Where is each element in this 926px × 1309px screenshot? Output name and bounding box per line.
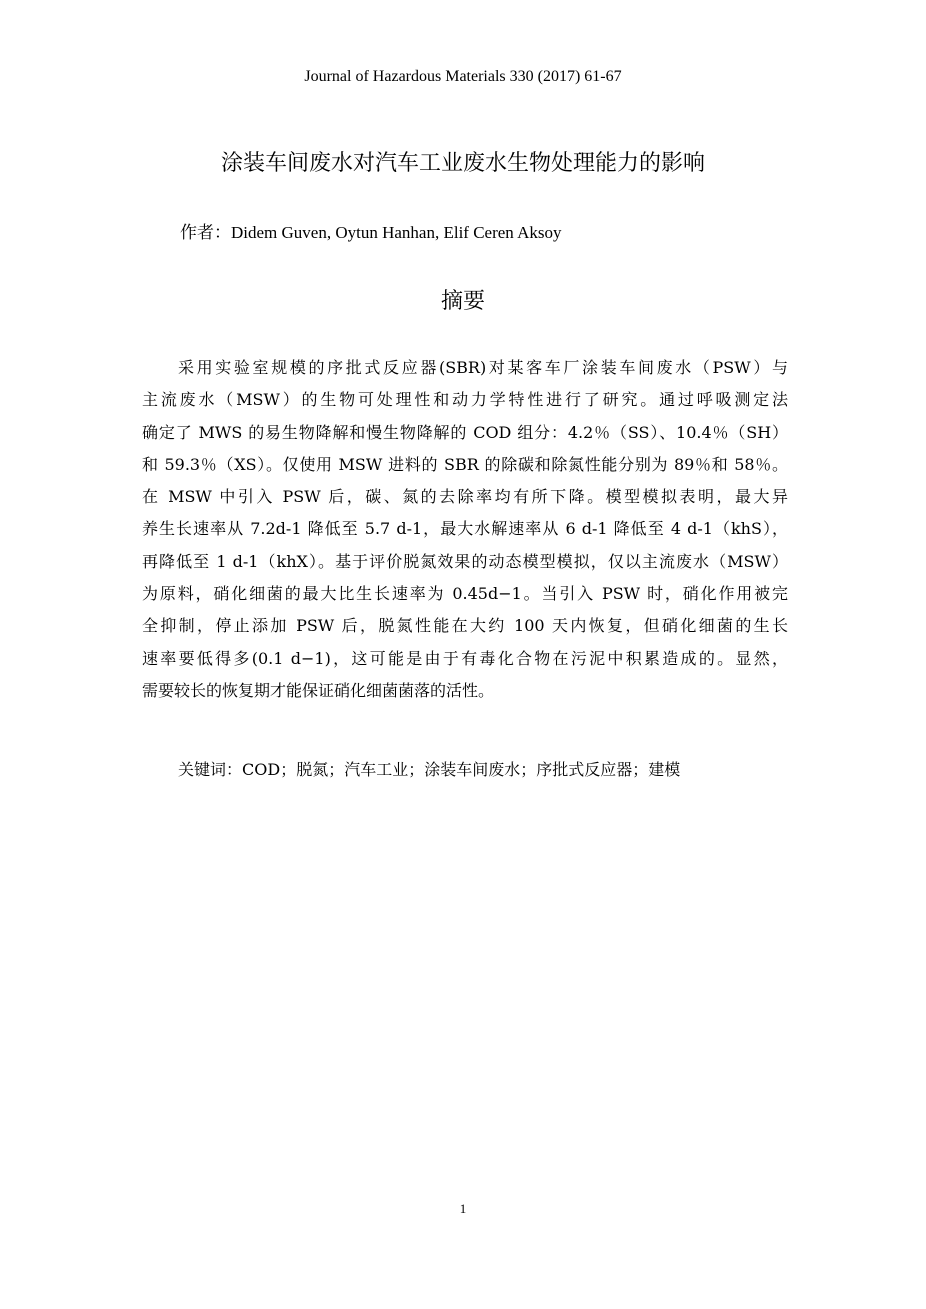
abstract-line: 为原料，硝化细菌的最大比生长速率为 0.45d−1。当引入 PSW 时，硝化作用被完 [142,584,788,604]
abstract-heading: 摘要 [440,289,485,314]
author-names: Didem Guven, Oytun Hanhan, Elif Ceren Aksoy [231,223,562,242]
journal-header: Journal of Hazardous Materials 330 (2017) 61-67 [304,68,622,85]
abstract-line: 养生长速率从 7.2d-1 降低至 5.7 d-1，最大水解速率从 6 d-1 降低至 4 d-1（khS）， [142,519,788,539]
keywords: 关键词：COD；脱氮；汽车工业；涂装车间废水；序批式反应器；建模 [178,760,681,779]
authors-label: 作者： [180,223,231,243]
abstract-line: 需要较长的恢复期才能保证硝化细菌菌落的活性。 [142,680,495,700]
abstract-line: 速率要低得多(0.1 d−1)，这可能是由于有毒化合物在污泥中积累造成的。显然， [142,648,788,668]
author-line [180,220,562,246]
abstract-line: 确定了 MWS 的易生物降解和慢生物降解的 COD 组分：4.2％（SS）、10.4％（SH） [142,422,788,442]
abstract-line: 再降低至 1 d-1（khX）。基于评价脱氮效果的动态模型模拟，仅以主流废水（MSW） [142,551,788,571]
abstract-line: 和 59.3％（XS）。仅使用 MSW 进料的 SBR 的除碳和除氮性能分别为 89％和 58％。 [142,454,788,474]
abstract-line: 在 MSW 中引入 PSW 后，碳、氮的去除率均有所下降。模型模拟表明，最大异 [142,487,788,507]
abstract-line: 采用实验室规模的序批式反应器(SBR)对某客车厂涂装车间废水（PSW）与 [178,358,788,377]
page-number: 1 [459,1201,467,1216]
paper-title: 涂装车间废水对汽车工业废水生物处理能力的影响 [220,151,705,176]
abstract-line: 主流废水（MSW）的生物可处理性和动力学特性进行了研究。通过呼吸测定法 [142,390,788,410]
abstract-line: 全抑制，停止添加 PSW 后，脱氮性能在大约 100 天内恢复，但硝化细菌的生长 [142,616,788,636]
abstract-body [142,356,788,711]
